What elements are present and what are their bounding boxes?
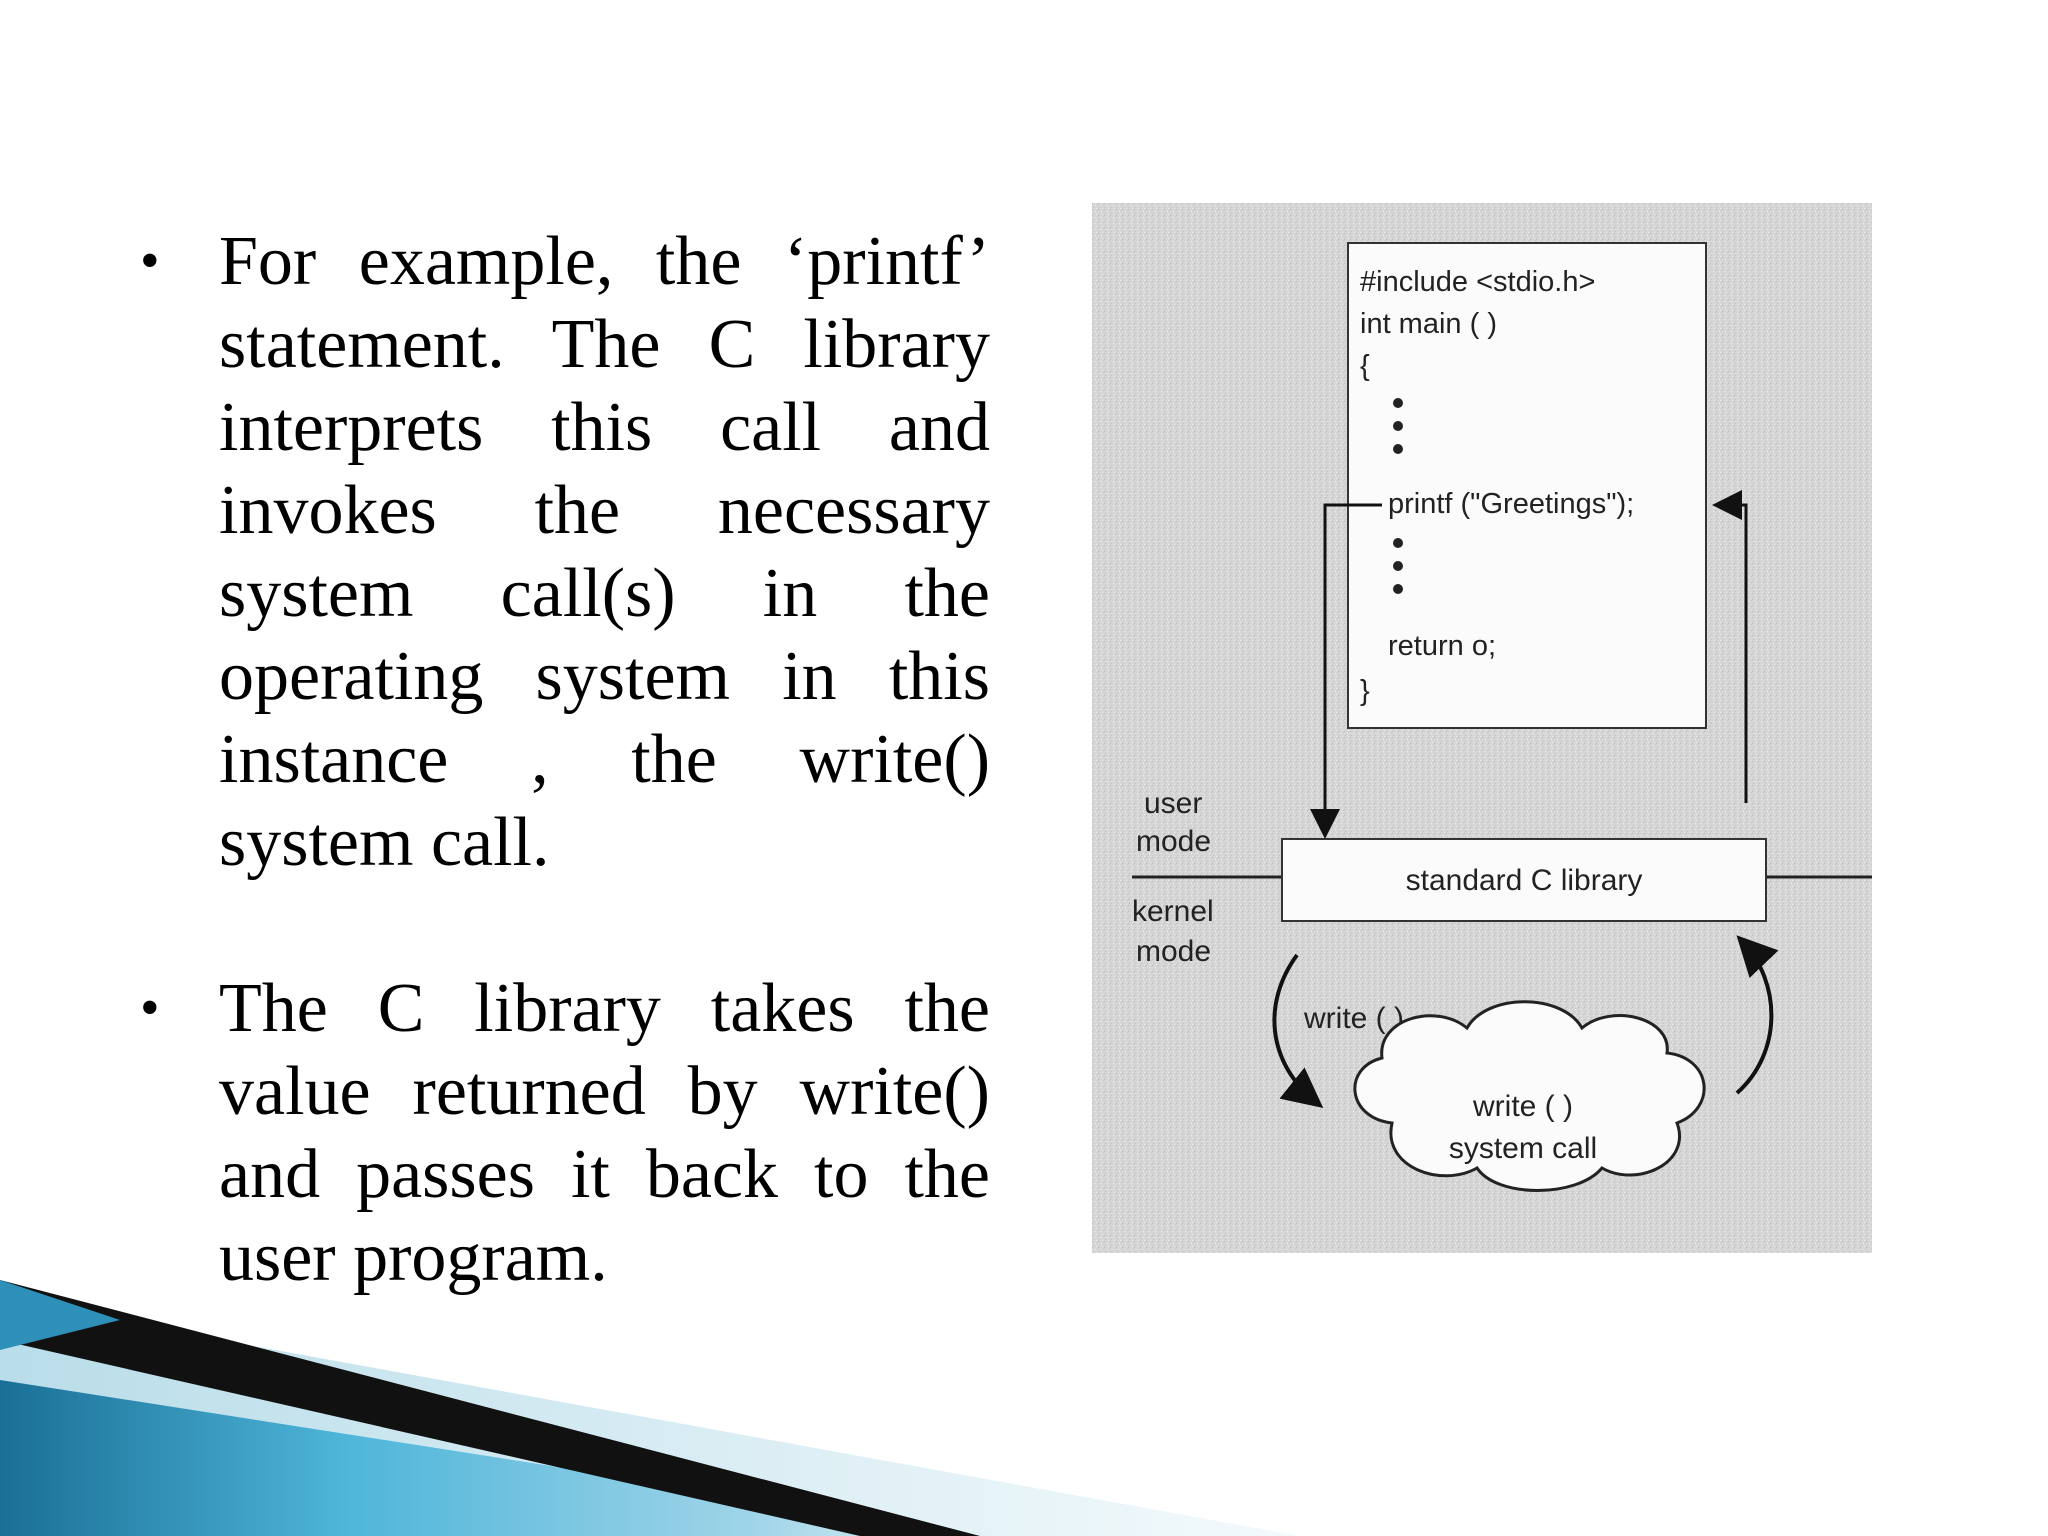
- ellipsis-dot: [1393, 398, 1403, 408]
- bullet-icon: •: [140, 977, 160, 1039]
- code-line-printf: printf ("Greetings");: [1388, 488, 1635, 520]
- ellipsis-dot: [1393, 538, 1403, 548]
- decorative-swoosh: [0, 1280, 2048, 1536]
- write-call-label: write ( ): [1304, 1002, 1404, 1035]
- code-line-return: return o;: [1388, 630, 1496, 662]
- ellipsis-dot: [1393, 584, 1403, 594]
- code-line-close-brace: }: [1360, 675, 1370, 707]
- system-call-label-line1: write ( ): [1473, 1090, 1573, 1123]
- bullet-item-return-value: [140, 967, 990, 1299]
- user-mode-label-line2: mode: [1136, 825, 1212, 858]
- system-call-diagram: [1092, 203, 1872, 1253]
- code-line-main: int main ( ): [1360, 308, 1497, 340]
- ellipsis-dot: [1393, 421, 1403, 431]
- bullet-item-printf: [140, 220, 990, 884]
- standard-c-library-label: standard C library: [1405, 864, 1643, 897]
- bullet-icon: •: [140, 230, 160, 292]
- bullet-text: The C library takes the value returned by write() and passes it back to the user program.: [219, 970, 990, 1296]
- user-mode-label-line1: user: [1144, 787, 1203, 820]
- code-line-include: #include <stdio.h>: [1360, 266, 1596, 298]
- kernel-mode-label-line2: mode: [1136, 935, 1212, 968]
- kernel-mode-label-line1: kernel: [1132, 895, 1214, 928]
- ellipsis-dot: [1393, 561, 1403, 571]
- bullet-text: For example, the ‘printf’ statement. The C library interprets this call and invokes the necessary system call(s) in the operating system in this instance , the write() system call.: [219, 223, 990, 881]
- ellipsis-dot: [1393, 444, 1403, 454]
- bullet-list: [140, 220, 990, 1299]
- system-call-label-line2: system call: [1448, 1132, 1598, 1165]
- code-line-open-brace: {: [1360, 350, 1370, 382]
